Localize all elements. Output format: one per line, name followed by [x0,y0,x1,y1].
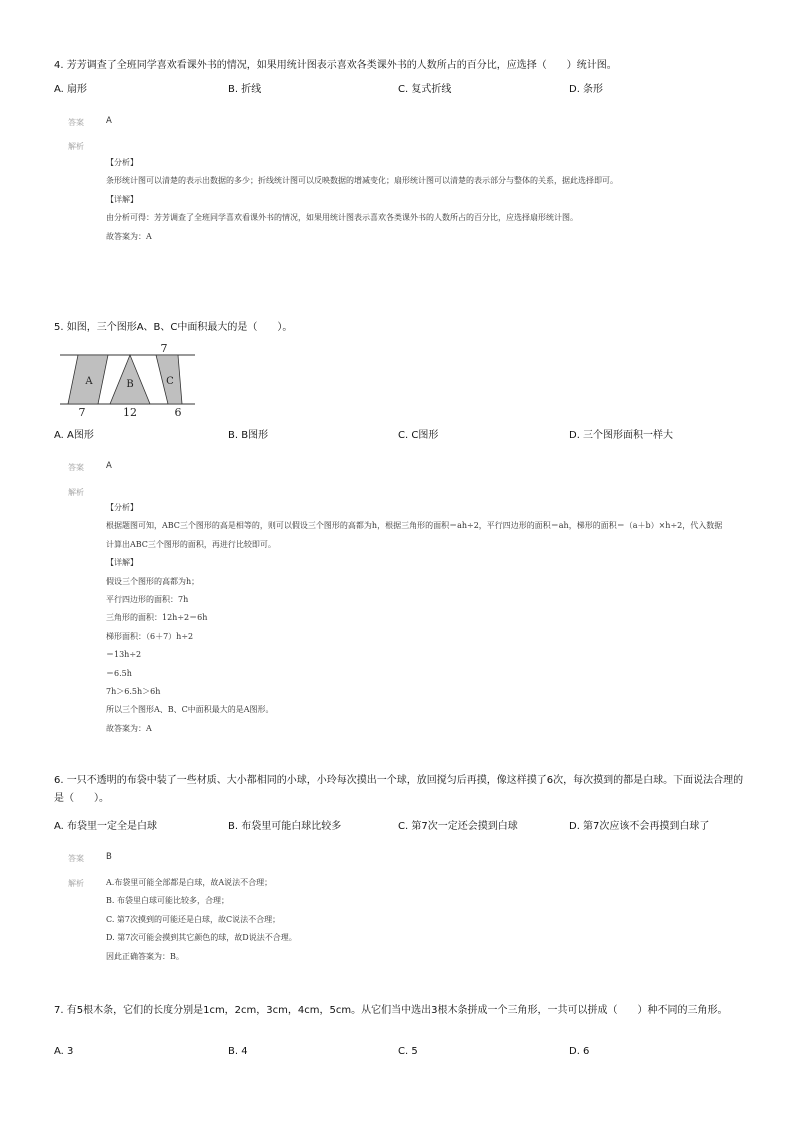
q6-option-c[interactable]: C. 第7次一定还会摸到白球 [398,821,518,832]
q4-analysis-tag: 解析 [68,142,84,151]
q5-analysis-line: 假设三个图形的高都为h； [106,576,200,586]
q4-analysis-line: 由分析可得：芳芳调查了全班同学喜欢看课外书的情况，如果用统计图表示喜欢各类课外书的人数所占的百分比，应选择扇形统计图。 [106,213,578,223]
q5-answer-tag: 答案 [68,463,84,472]
q6-analysis-line: D. 第7次可能会摸到其它颜色的球，故D说法不合理。 [106,933,297,943]
q5-analysis-tag: 解析 [68,488,84,497]
q6-answer-tag: 答案 [68,854,84,863]
q6-analysis-line: A.布袋里可能全部都是白球，故A说法不合理； [106,878,273,887]
q6-answer: B [106,852,112,862]
q5-analysis-line: 根据题图可知，ABC三个图形的高是相等的，则可以假设三个图形的高都为h，根据三角形的面积＝ah÷2，平行四边形的面积＝ah，梯形的面积＝（a＋b）×h÷2，代入数据计算出ABC三个图形的面积，再进行比较即可。 [106,521,723,549]
q7-option-d[interactable]: D. 6 [569,1046,590,1057]
q5-analysis-line: ＝6.5h [106,668,132,678]
q6-analysis-line: 因此正确答案为：B。 [106,951,184,961]
q5-option-c[interactable]: C. C图形 [398,430,439,441]
q4-analysis-line: 条形统计图可以清楚的表示出数据的多少；折线统计图可以反映数据的增减变化；扇形统计图可以清楚的表示部分与整体的关系，据此选择即可。 [106,176,618,186]
q4-option-b[interactable]: B. 折线 [228,84,262,95]
bottom-length-label: 12 [123,406,137,419]
q5-analysis-line: ＝13h÷2 [106,650,142,660]
q4-analysis-line: 【详解】 [106,194,138,204]
q5-option-d[interactable]: D. 三个图形面积一样大 [569,430,674,441]
q5-option-b[interactable]: B. B图形 [228,430,269,441]
q6-analysis-tag: 解析 [68,879,84,888]
q4-answer-tag: 答案 [68,118,84,127]
q5-analysis-line: 7h＞6.5h＞6h [106,687,161,697]
top-length-label: 7 [160,342,168,355]
bottom-length-label: 7 [78,406,86,419]
q6-analysis-line: B. 布袋里白球可能比较多，合理； [106,896,229,906]
q5-analysis-line: 【分析】 [106,503,138,512]
shape-a-label: A [85,376,93,387]
q5-analysis [106,499,726,738]
q5-analysis-line: 梯形面积：（6＋7）h÷2 [106,631,194,641]
q4-analysis-line: 故答案为：A [106,231,152,241]
q6-option-b[interactable]: B. 布袋里可能白球比较多 [228,821,342,832]
q6-stem: 6. 一只不透明的布袋中装了一些材质、大小都相同的小球，小玲每次摸出一个球，放回搅匀后再摸，像这样摸了6次，每次摸到的都是白球。下面说法合理的是（ ）。 [54,775,744,804]
q7-option-b[interactable]: B. 4 [228,1046,248,1057]
q6-analysis [106,874,726,966]
bottom-length-label: 6 [174,406,182,419]
q4-stem: 4. 芳芳调查了全班同学喜欢看课外书的情况，如果用统计图表示喜欢各类课外书的人数所占的百分比，应选择（ ）统计图。 [54,60,617,71]
shape-c-label: C [166,376,174,387]
q5-analysis-line: 所以三个图形A、B、C中面积最大的是A图形。 [106,705,274,715]
q5-analysis-line: 故答案为：A [106,723,152,733]
q5-figure [60,342,200,420]
q4-analysis-line: 【分析】 [106,158,138,167]
q7-option-c[interactable]: C. 5 [398,1046,418,1057]
q6-option-d[interactable]: D. 第7次应该不会再摸到白球了 [569,821,710,832]
q6-option-a[interactable]: A. 布袋里一定全是白球 [54,821,158,832]
q7-option-a[interactable]: A. 3 [54,1046,74,1057]
q6-analysis-line: C. 第7次摸到的可能还是白球，故C说法不合理； [106,914,281,924]
q5-option-a[interactable]: A. A图形 [54,430,94,441]
q4-analysis [106,154,726,246]
q4-option-d[interactable]: D. 条形 [569,84,604,95]
shape-b-label: B [126,379,134,390]
q5-analysis-line: 【详解】 [106,558,138,568]
q5-stem: 5. 如图，三个图形A、B、C中面积最大的是（ ）。 [54,322,293,333]
q4-option-c[interactable]: C. 复式折线 [398,84,452,95]
q5-answer: A [106,461,112,471]
q7-stem: 7. 有5根木条，它们的长度分别是1cm，2cm，3cm，4cm，5cm。从它们当中选出3根木条拼成一个三角形，一共可以拼成（ ）种不同的三角形。 [54,1005,728,1016]
q4-option-a[interactable]: A. 扇形 [54,84,88,95]
q5-analysis-line: 三角形的面积：12h÷2＝6h [106,613,208,623]
q5-analysis-line: 平行四边形的面积：7h [106,595,189,605]
q4-answer: A [106,116,112,126]
